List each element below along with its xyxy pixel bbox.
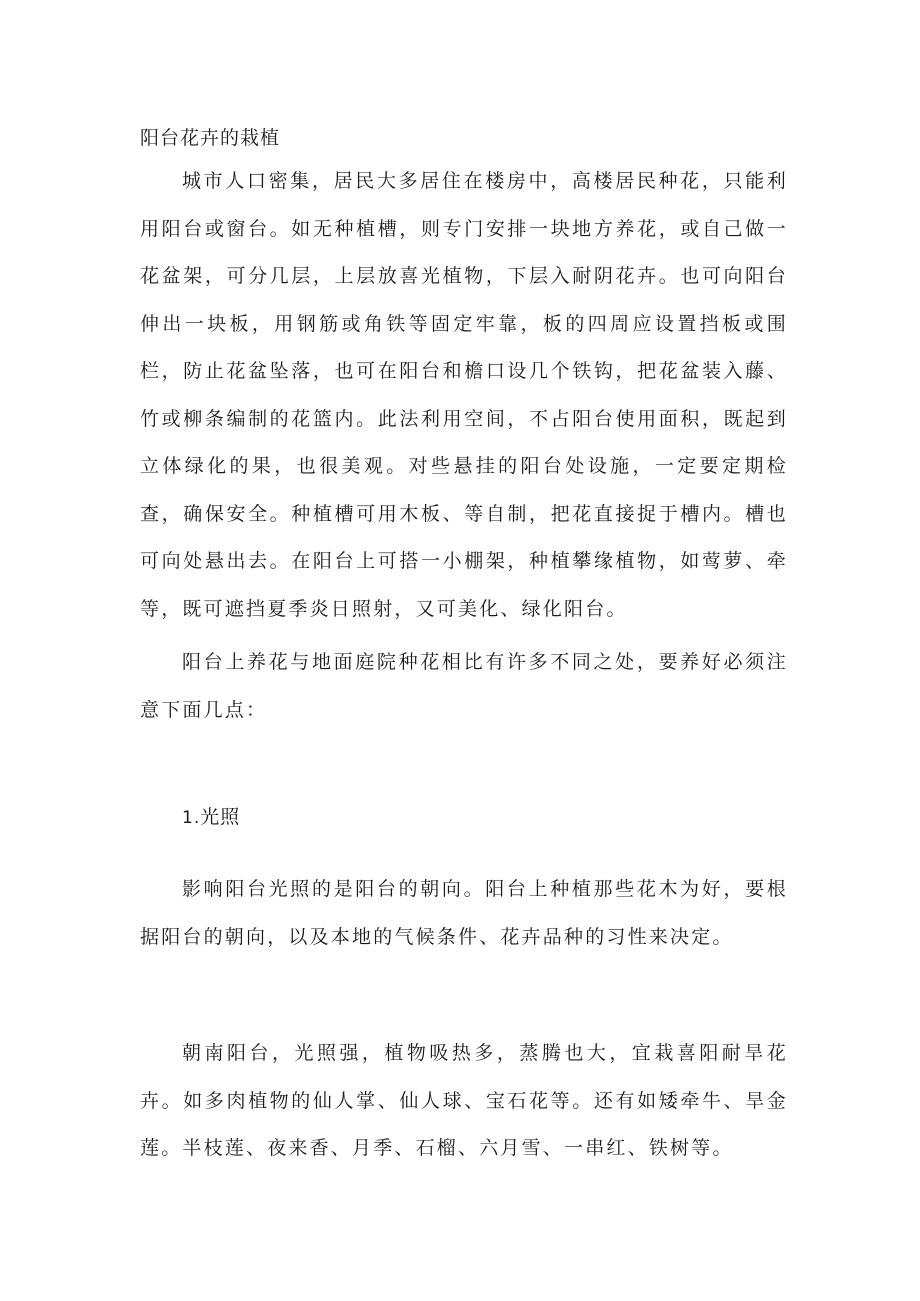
- section-heading: [182, 802, 240, 833]
- notes-intro-paragraph: 阳台上养花与地面庭院种花相比有许多不同之处，要养好必须注意下面几点：: [140, 651, 788, 721]
- light-paragraph: 影响阳台光照的是阳台的朝向。阳台上种植那些花木为好，要根据阳台的朝向，以及本地的气候条件、花卉品种的习性来决定。: [140, 878, 788, 948]
- section-title: 光照: [200, 806, 241, 828]
- section-number: 1.: [182, 808, 201, 828]
- south-balcony-paragraph: 朝南阳台，光照强，植物吸热多，蒸腾也大，宜栽喜阳耐旱花卉。如多肉植物的仙人掌、仙人球、宝石花等。还有如矮牵牛、旱金莲。半枝莲、夜来香、月季、石榴、六月雪、一串红、铁树等。: [140, 1042, 788, 1159]
- document-title: 阳台花卉的栽植: [140, 127, 281, 149]
- intro-paragraph: 城市人口密集，居民大多居住在楼房中，高楼居民种花，只能利用阳台或窗台。如无种植槽，则专门安排一块地方养花，或自己做一花盆架，可分几层，上层放喜光植物，下层入耐阴花卉。也可向阳台伸出一块板，用钢筋或角铁等固定牢靠，板的四周应设置挡板或围栏，防止花盆坠落，也可在阳台和檐口设几个铁钩，把花盆装入藤、竹或柳条编制的花篮内。此法利用空间，不占阳台使用面积，既起到立体绿化的果，也很美观。对些悬挂的阳台处设施，一定要定期检查，确保安全。种植槽可用木板、等自制，把花直接捉于槽内。槽也可向处悬出去。在阳台上可搭一小棚架，种植攀缘植物，如莺萝、牵等，既可遮挡夏季炎日照射，又可美化、绿化阳台。: [140, 170, 788, 620]
